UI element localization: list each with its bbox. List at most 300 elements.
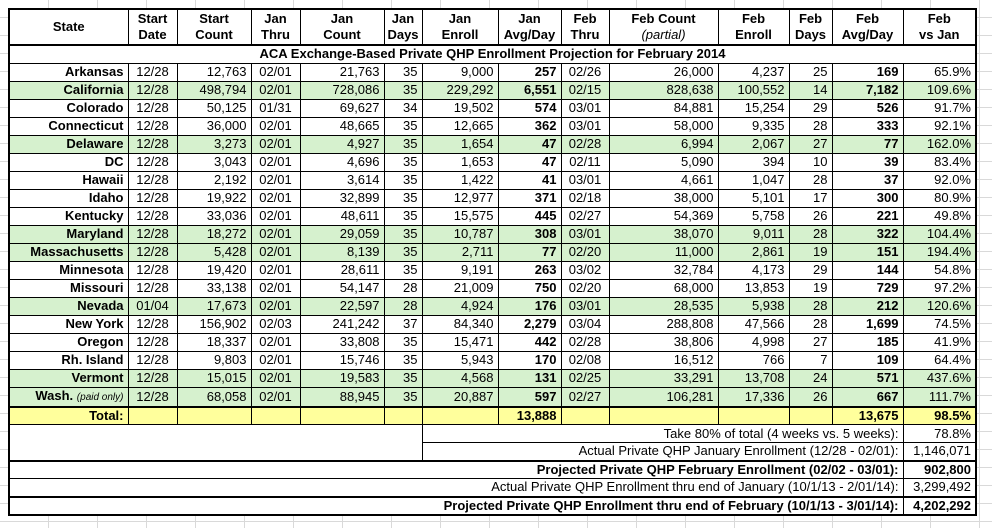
cell-feb_avg[interactable]: 144 [832,261,903,279]
total-cell-feb_vs_jan[interactable]: 98.5% [903,407,976,425]
summary-label[interactable]: Take 80% of total (4 weeks vs. 5 weeks): [422,425,903,443]
cell-feb_avg[interactable]: 7,182 [832,81,903,99]
cell-feb_enroll[interactable]: 2,067 [718,135,789,153]
cell-start_count[interactable]: 498,794 [177,81,251,99]
cell-feb_count[interactable]: 84,881 [609,99,718,117]
cell-feb_days[interactable]: 29 [789,99,832,117]
cell-feb_enroll[interactable]: 13,853 [718,279,789,297]
total-cell-state[interactable]: Total: [9,407,128,425]
total-cell-feb_avg[interactable]: 13,675 [832,407,903,425]
summary-value[interactable]: 3,299,492 [903,479,976,497]
cell-jan_enroll[interactable]: 19,502 [422,99,498,117]
cell-start_count[interactable]: 18,337 [177,333,251,351]
cell-feb_avg[interactable]: 1,699 [832,315,903,333]
cell-feb_count[interactable]: 32,784 [609,261,718,279]
cell-feb_thru[interactable]: 03/01 [561,225,609,243]
cell-feb_days[interactable]: 14 [789,81,832,99]
cell-feb_vs_jan[interactable]: 194.4% [903,243,976,261]
column-header-jan_days[interactable] [384,9,422,45]
cell-jan_enroll[interactable]: 4,924 [422,297,498,315]
total-cell-feb_count[interactable] [609,407,718,425]
cell-start_date[interactable]: 12/28 [128,333,177,351]
column-header-start_count[interactable] [177,9,251,45]
cell-start_count[interactable]: 68,058 [177,387,251,407]
cell-feb_count[interactable]: 38,070 [609,225,718,243]
cell-state[interactable] [9,63,128,81]
cell-feb_count[interactable]: 38,806 [609,333,718,351]
cell-start_date[interactable]: 12/28 [128,261,177,279]
summary-value[interactable]: 1,146,071 [903,443,976,461]
cell-feb_days[interactable]: 17 [789,189,832,207]
cell-jan_count[interactable]: 54,147 [300,279,384,297]
cell-feb_days[interactable]: 27 [789,135,832,153]
cell-jan_thru[interactable]: 01/31 [251,99,300,117]
cell-jan_thru[interactable]: 02/01 [251,81,300,99]
cell-jan_days[interactable]: 34 [384,99,422,117]
cell-state[interactable] [9,117,128,135]
cell-jan_enroll[interactable]: 15,471 [422,333,498,351]
cell-jan_avg[interactable]: 597 [498,387,561,407]
cell-feb_count[interactable]: 288,808 [609,315,718,333]
cell-jan_avg[interactable]: 362 [498,117,561,135]
cell-feb_avg[interactable]: 39 [832,153,903,171]
cell-feb_count[interactable]: 68,000 [609,279,718,297]
cell-feb_days[interactable]: 28 [789,297,832,315]
cell-jan_count[interactable]: 15,746 [300,351,384,369]
cell-feb_avg[interactable]: 77 [832,135,903,153]
cell-jan_days[interactable]: 35 [384,153,422,171]
summary-label[interactable]: Projected Private QHP Enrollment thru end of February (10/1/13 - 3/01/14): [9,497,903,515]
column-header-jan_enroll[interactable] [422,9,498,45]
cell-feb_vs_jan[interactable]: 97.2% [903,279,976,297]
cell-feb_enroll[interactable]: 13,708 [718,369,789,387]
cell-feb_days[interactable]: 19 [789,243,832,261]
cell-jan_avg[interactable]: 263 [498,261,561,279]
cell-start_count[interactable]: 18,272 [177,225,251,243]
cell-jan_thru[interactable]: 02/01 [251,387,300,407]
cell-feb_avg[interactable]: 571 [832,369,903,387]
cell-feb_days[interactable]: 28 [789,117,832,135]
cell-start_date[interactable]: 12/28 [128,189,177,207]
cell-jan_thru[interactable]: 02/01 [251,63,300,81]
cell-jan_thru[interactable]: 02/01 [251,297,300,315]
cell-jan_days[interactable]: 35 [384,261,422,279]
cell-feb_thru[interactable]: 03/01 [561,117,609,135]
cell-jan_enroll[interactable]: 15,575 [422,207,498,225]
column-header-start_date[interactable] [128,9,177,45]
cell-feb_thru[interactable]: 02/28 [561,333,609,351]
cell-jan_avg[interactable]: 131 [498,369,561,387]
cell-jan_enroll[interactable]: 9,000 [422,63,498,81]
cell-state[interactable] [9,297,128,315]
column-header-jan_avg[interactable] [498,9,561,45]
cell-feb_thru[interactable]: 02/11 [561,153,609,171]
cell-feb_days[interactable]: 10 [789,153,832,171]
cell-jan_count[interactable]: 33,808 [300,333,384,351]
cell-jan_days[interactable]: 35 [384,333,422,351]
cell-feb_avg[interactable]: 37 [832,171,903,189]
cell-start_date[interactable]: 12/28 [128,135,177,153]
cell-state[interactable] [9,351,128,369]
cell-feb_vs_jan[interactable]: 74.5% [903,315,976,333]
cell-feb_days[interactable]: 28 [789,225,832,243]
cell-feb_enroll[interactable]: 5,758 [718,207,789,225]
total-cell-jan_enroll[interactable] [422,407,498,425]
cell-feb_avg[interactable]: 729 [832,279,903,297]
cell-jan_count[interactable]: 19,583 [300,369,384,387]
cell-start_date[interactable]: 12/28 [128,63,177,81]
cell-start_count[interactable]: 5,428 [177,243,251,261]
cell-feb_count[interactable]: 58,000 [609,117,718,135]
summary-empty-cell[interactable] [9,425,422,461]
cell-start_count[interactable]: 33,036 [177,207,251,225]
cell-feb_avg[interactable]: 300 [832,189,903,207]
cell-jan_count[interactable]: 48,665 [300,117,384,135]
cell-feb_thru[interactable]: 02/20 [561,279,609,297]
cell-feb_days[interactable]: 27 [789,333,832,351]
cell-jan_thru[interactable]: 02/01 [251,153,300,171]
cell-feb_vs_jan[interactable]: 120.6% [903,297,976,315]
cell-feb_thru[interactable]: 02/27 [561,387,609,407]
cell-feb_count[interactable]: 11,000 [609,243,718,261]
cell-feb_enroll[interactable]: 17,336 [718,387,789,407]
cell-feb_enroll[interactable]: 4,173 [718,261,789,279]
cell-start_count[interactable]: 156,902 [177,315,251,333]
total-cell-start_date[interactable] [128,407,177,425]
cell-jan_count[interactable]: 4,696 [300,153,384,171]
cell-feb_thru[interactable]: 03/02 [561,261,609,279]
cell-feb_count[interactable]: 54,369 [609,207,718,225]
cell-jan_count[interactable]: 32,899 [300,189,384,207]
cell-start_count[interactable]: 19,922 [177,189,251,207]
cell-feb_count[interactable]: 106,281 [609,387,718,407]
column-header-feb_enroll[interactable] [718,9,789,45]
cell-feb_vs_jan[interactable]: 109.6% [903,81,976,99]
total-cell-feb_thru[interactable] [561,407,609,425]
cell-jan_avg[interactable]: 2,279 [498,315,561,333]
cell-state[interactable] [9,279,128,297]
column-header-jan_count[interactable] [300,9,384,45]
cell-jan_days[interactable]: 35 [384,369,422,387]
cell-feb_enroll[interactable]: 4,237 [718,63,789,81]
cell-start_count[interactable]: 33,138 [177,279,251,297]
cell-state[interactable] [9,99,128,117]
cell-start_count[interactable]: 50,125 [177,99,251,117]
cell-jan_avg[interactable]: 170 [498,351,561,369]
cell-jan_thru[interactable]: 02/01 [251,207,300,225]
table-title[interactable]: ACA Exchange-Based Private QHP Enrollment Projection for February 2014 [9,45,976,63]
cell-jan_thru[interactable]: 02/01 [251,225,300,243]
cell-jan_count[interactable]: 241,242 [300,315,384,333]
cell-jan_enroll[interactable]: 1,422 [422,171,498,189]
cell-feb_vs_jan[interactable]: 104.4% [903,225,976,243]
cell-feb_days[interactable]: 28 [789,315,832,333]
cell-start_date[interactable]: 12/28 [128,99,177,117]
cell-jan_count[interactable]: 22,597 [300,297,384,315]
cell-feb_days[interactable]: 26 [789,387,832,407]
summary-label[interactable]: Actual Private QHP Enrollment thru end of January (10/1/13 - 2/01/14): [9,479,903,497]
cell-feb_count[interactable]: 28,535 [609,297,718,315]
cell-feb_days[interactable]: 26 [789,207,832,225]
cell-start_count[interactable]: 36,000 [177,117,251,135]
cell-feb_days[interactable]: 19 [789,279,832,297]
cell-jan_count[interactable]: 4,927 [300,135,384,153]
cell-start_date[interactable]: 12/28 [128,315,177,333]
cell-feb_count[interactable]: 26,000 [609,63,718,81]
cell-feb_avg[interactable]: 526 [832,99,903,117]
column-header-feb_vs_jan[interactable] [903,9,976,45]
cell-feb_enroll[interactable]: 9,011 [718,225,789,243]
cell-jan_thru[interactable]: 02/01 [251,369,300,387]
summary-value[interactable]: 902,800 [903,461,976,479]
cell-jan_thru[interactable]: 02/01 [251,243,300,261]
cell-start_date[interactable]: 12/28 [128,243,177,261]
cell-start_date[interactable]: 12/28 [128,81,177,99]
cell-feb_vs_jan[interactable]: 64.4% [903,351,976,369]
cell-state[interactable] [9,207,128,225]
cell-jan_avg[interactable]: 257 [498,63,561,81]
cell-feb_vs_jan[interactable]: 83.4% [903,153,976,171]
cell-start_count[interactable]: 3,043 [177,153,251,171]
cell-jan_count[interactable]: 28,611 [300,261,384,279]
cell-jan_avg[interactable]: 308 [498,225,561,243]
total-cell-jan_days[interactable] [384,407,422,425]
cell-feb_days[interactable]: 28 [789,171,832,189]
cell-state[interactable] [9,243,128,261]
cell-jan_thru[interactable]: 02/01 [251,333,300,351]
cell-jan_days[interactable]: 37 [384,315,422,333]
cell-jan_days[interactable]: 28 [384,279,422,297]
cell-jan_count[interactable]: 29,059 [300,225,384,243]
cell-jan_count[interactable]: 21,763 [300,63,384,81]
cell-feb_days[interactable]: 7 [789,351,832,369]
cell-jan_days[interactable]: 35 [384,117,422,135]
column-header-feb_avg[interactable] [832,9,903,45]
cell-feb_count[interactable]: 4,661 [609,171,718,189]
cell-jan_thru[interactable]: 02/01 [251,171,300,189]
cell-start_date[interactable]: 12/28 [128,117,177,135]
cell-start_date[interactable]: 12/28 [128,351,177,369]
cell-jan_count[interactable]: 8,139 [300,243,384,261]
cell-feb_avg[interactable]: 109 [832,351,903,369]
cell-jan_thru[interactable]: 02/01 [251,135,300,153]
total-cell-jan_thru[interactable] [251,407,300,425]
cell-feb_count[interactable]: 6,994 [609,135,718,153]
cell-start_count[interactable]: 15,015 [177,369,251,387]
total-cell-start_count[interactable] [177,407,251,425]
cell-start_date[interactable]: 12/28 [128,369,177,387]
cell-jan_avg[interactable]: 41 [498,171,561,189]
cell-feb_thru[interactable]: 02/15 [561,81,609,99]
cell-feb_avg[interactable]: 667 [832,387,903,407]
cell-feb_thru[interactable]: 02/08 [561,351,609,369]
cell-jan_enroll[interactable]: 12,665 [422,117,498,135]
cell-jan_avg[interactable]: 371 [498,189,561,207]
cell-jan_avg[interactable]: 574 [498,99,561,117]
cell-jan_avg[interactable]: 442 [498,333,561,351]
cell-jan_days[interactable]: 35 [384,207,422,225]
cell-start_date[interactable]: 12/28 [128,171,177,189]
cell-jan_count[interactable]: 728,086 [300,81,384,99]
cell-jan_avg[interactable]: 47 [498,135,561,153]
cell-feb_enroll[interactable]: 5,938 [718,297,789,315]
cell-feb_enroll[interactable]: 394 [718,153,789,171]
cell-feb_thru[interactable]: 02/26 [561,63,609,81]
total-cell-feb_enroll[interactable] [718,407,789,425]
cell-feb_vs_jan[interactable]: 437.6% [903,369,976,387]
cell-start_count[interactable]: 19,420 [177,261,251,279]
cell-feb_enroll[interactable]: 4,998 [718,333,789,351]
cell-feb_thru[interactable]: 02/18 [561,189,609,207]
cell-jan_days[interactable]: 35 [384,225,422,243]
cell-jan_count[interactable]: 3,614 [300,171,384,189]
cell-feb_days[interactable]: 29 [789,261,832,279]
cell-feb_avg[interactable]: 151 [832,243,903,261]
cell-jan_days[interactable]: 35 [384,387,422,407]
column-header-state[interactable] [9,9,128,45]
cell-feb_days[interactable]: 24 [789,369,832,387]
cell-state[interactable] [9,315,128,333]
cell-feb_thru[interactable]: 02/20 [561,243,609,261]
cell-jan_enroll[interactable]: 2,711 [422,243,498,261]
cell-start_count[interactable]: 2,192 [177,171,251,189]
cell-jan_enroll[interactable]: 12,977 [422,189,498,207]
cell-jan_days[interactable]: 35 [384,189,422,207]
cell-feb_avg[interactable]: 185 [832,333,903,351]
cell-jan_thru[interactable]: 02/01 [251,261,300,279]
cell-feb_avg[interactable]: 212 [832,297,903,315]
cell-jan_enroll[interactable]: 84,340 [422,315,498,333]
cell-jan_count[interactable]: 48,611 [300,207,384,225]
cell-jan_enroll[interactable]: 5,943 [422,351,498,369]
cell-start_date[interactable]: 12/28 [128,225,177,243]
cell-feb_enroll[interactable]: 15,254 [718,99,789,117]
cell-jan_avg[interactable]: 750 [498,279,561,297]
total-cell-jan_avg[interactable]: 13,888 [498,407,561,425]
cell-jan_enroll[interactable]: 21,009 [422,279,498,297]
cell-jan_enroll[interactable]: 4,568 [422,369,498,387]
cell-jan_thru[interactable]: 02/01 [251,117,300,135]
column-header-feb_count[interactable] [609,9,718,45]
cell-start_count[interactable]: 17,673 [177,297,251,315]
cell-jan_days[interactable]: 35 [384,135,422,153]
cell-state[interactable] [9,387,128,407]
cell-state[interactable] [9,81,128,99]
cell-start_count[interactable]: 9,803 [177,351,251,369]
cell-feb_vs_jan[interactable]: 111.7% [903,387,976,407]
cell-feb_vs_jan[interactable]: 91.7% [903,99,976,117]
cell-jan_count[interactable]: 69,627 [300,99,384,117]
cell-start_date[interactable]: 12/28 [128,279,177,297]
summary-value[interactable]: 78.8% [903,425,976,443]
cell-state[interactable] [9,369,128,387]
cell-feb_vs_jan[interactable]: 49.8% [903,207,976,225]
cell-jan_thru[interactable]: 02/01 [251,279,300,297]
cell-feb_count[interactable]: 16,512 [609,351,718,369]
cell-state[interactable] [9,225,128,243]
cell-feb_enroll[interactable]: 5,101 [718,189,789,207]
cell-start_count[interactable]: 12,763 [177,63,251,81]
column-header-feb_days[interactable] [789,9,832,45]
cell-feb_count[interactable]: 828,638 [609,81,718,99]
cell-feb_enroll[interactable]: 9,335 [718,117,789,135]
cell-start_date[interactable]: 01/04 [128,297,177,315]
cell-feb_vs_jan[interactable]: 92.0% [903,171,976,189]
cell-jan_avg[interactable]: 445 [498,207,561,225]
cell-jan_enroll[interactable]: 20,887 [422,387,498,407]
cell-jan_days[interactable]: 35 [384,243,422,261]
cell-jan_thru[interactable]: 02/03 [251,315,300,333]
cell-feb_thru[interactable]: 03/04 [561,315,609,333]
summary-label[interactable]: Projected Private QHP February Enrollment (02/02 - 03/01): [9,461,903,479]
cell-feb_count[interactable]: 5,090 [609,153,718,171]
cell-jan_enroll[interactable]: 9,191 [422,261,498,279]
cell-jan_thru[interactable]: 02/01 [251,351,300,369]
cell-feb_vs_jan[interactable]: 41.9% [903,333,976,351]
cell-jan_days[interactable]: 35 [384,171,422,189]
cell-feb_enroll[interactable]: 100,552 [718,81,789,99]
cell-jan_enroll[interactable]: 10,787 [422,225,498,243]
cell-jan_avg[interactable]: 176 [498,297,561,315]
cell-feb_avg[interactable]: 322 [832,225,903,243]
cell-feb_avg[interactable]: 169 [832,63,903,81]
cell-jan_avg[interactable]: 47 [498,153,561,171]
summary-value[interactable]: 4,202,292 [903,497,976,515]
cell-feb_thru[interactable]: 03/01 [561,171,609,189]
column-header-jan_thru[interactable] [251,9,300,45]
cell-feb_avg[interactable]: 333 [832,117,903,135]
cell-jan_avg[interactable]: 6,551 [498,81,561,99]
cell-feb_vs_jan[interactable]: 92.1% [903,117,976,135]
cell-start_count[interactable]: 3,273 [177,135,251,153]
column-header-feb_thru[interactable] [561,9,609,45]
cell-feb_vs_jan[interactable]: 65.9% [903,63,976,81]
cell-feb_vs_jan[interactable]: 80.9% [903,189,976,207]
cell-state[interactable] [9,135,128,153]
total-cell-feb_days[interactable] [789,407,832,425]
cell-jan_thru[interactable]: 02/01 [251,189,300,207]
cell-state[interactable] [9,171,128,189]
cell-state[interactable] [9,261,128,279]
cell-start_date[interactable]: 12/28 [128,207,177,225]
cell-feb_thru[interactable]: 02/27 [561,207,609,225]
cell-feb_thru[interactable]: 03/01 [561,99,609,117]
cell-jan_enroll[interactable]: 229,292 [422,81,498,99]
cell-start_date[interactable]: 12/28 [128,387,177,407]
cell-feb_thru[interactable]: 03/01 [561,297,609,315]
cell-jan_enroll[interactable]: 1,654 [422,135,498,153]
cell-jan_count[interactable]: 88,945 [300,387,384,407]
cell-state[interactable] [9,333,128,351]
cell-feb_vs_jan[interactable]: 162.0% [903,135,976,153]
cell-jan_avg[interactable]: 77 [498,243,561,261]
summary-label[interactable]: Actual Private QHP January Enrollment (12/28 - 02/01): [422,443,903,461]
cell-state[interactable] [9,189,128,207]
cell-feb_avg[interactable]: 221 [832,207,903,225]
cell-state[interactable] [9,153,128,171]
cell-feb_count[interactable]: 38,000 [609,189,718,207]
cell-feb_enroll[interactable]: 47,566 [718,315,789,333]
total-cell-jan_count[interactable] [300,407,384,425]
cell-feb_enroll[interactable]: 2,861 [718,243,789,261]
cell-feb_enroll[interactable]: 766 [718,351,789,369]
cell-jan_days[interactable]: 35 [384,63,422,81]
cell-jan_enroll[interactable]: 1,653 [422,153,498,171]
cell-feb_enroll[interactable]: 1,047 [718,171,789,189]
cell-start_date[interactable]: 12/28 [128,153,177,171]
cell-feb_thru[interactable]: 02/25 [561,369,609,387]
cell-feb_thru[interactable]: 02/28 [561,135,609,153]
